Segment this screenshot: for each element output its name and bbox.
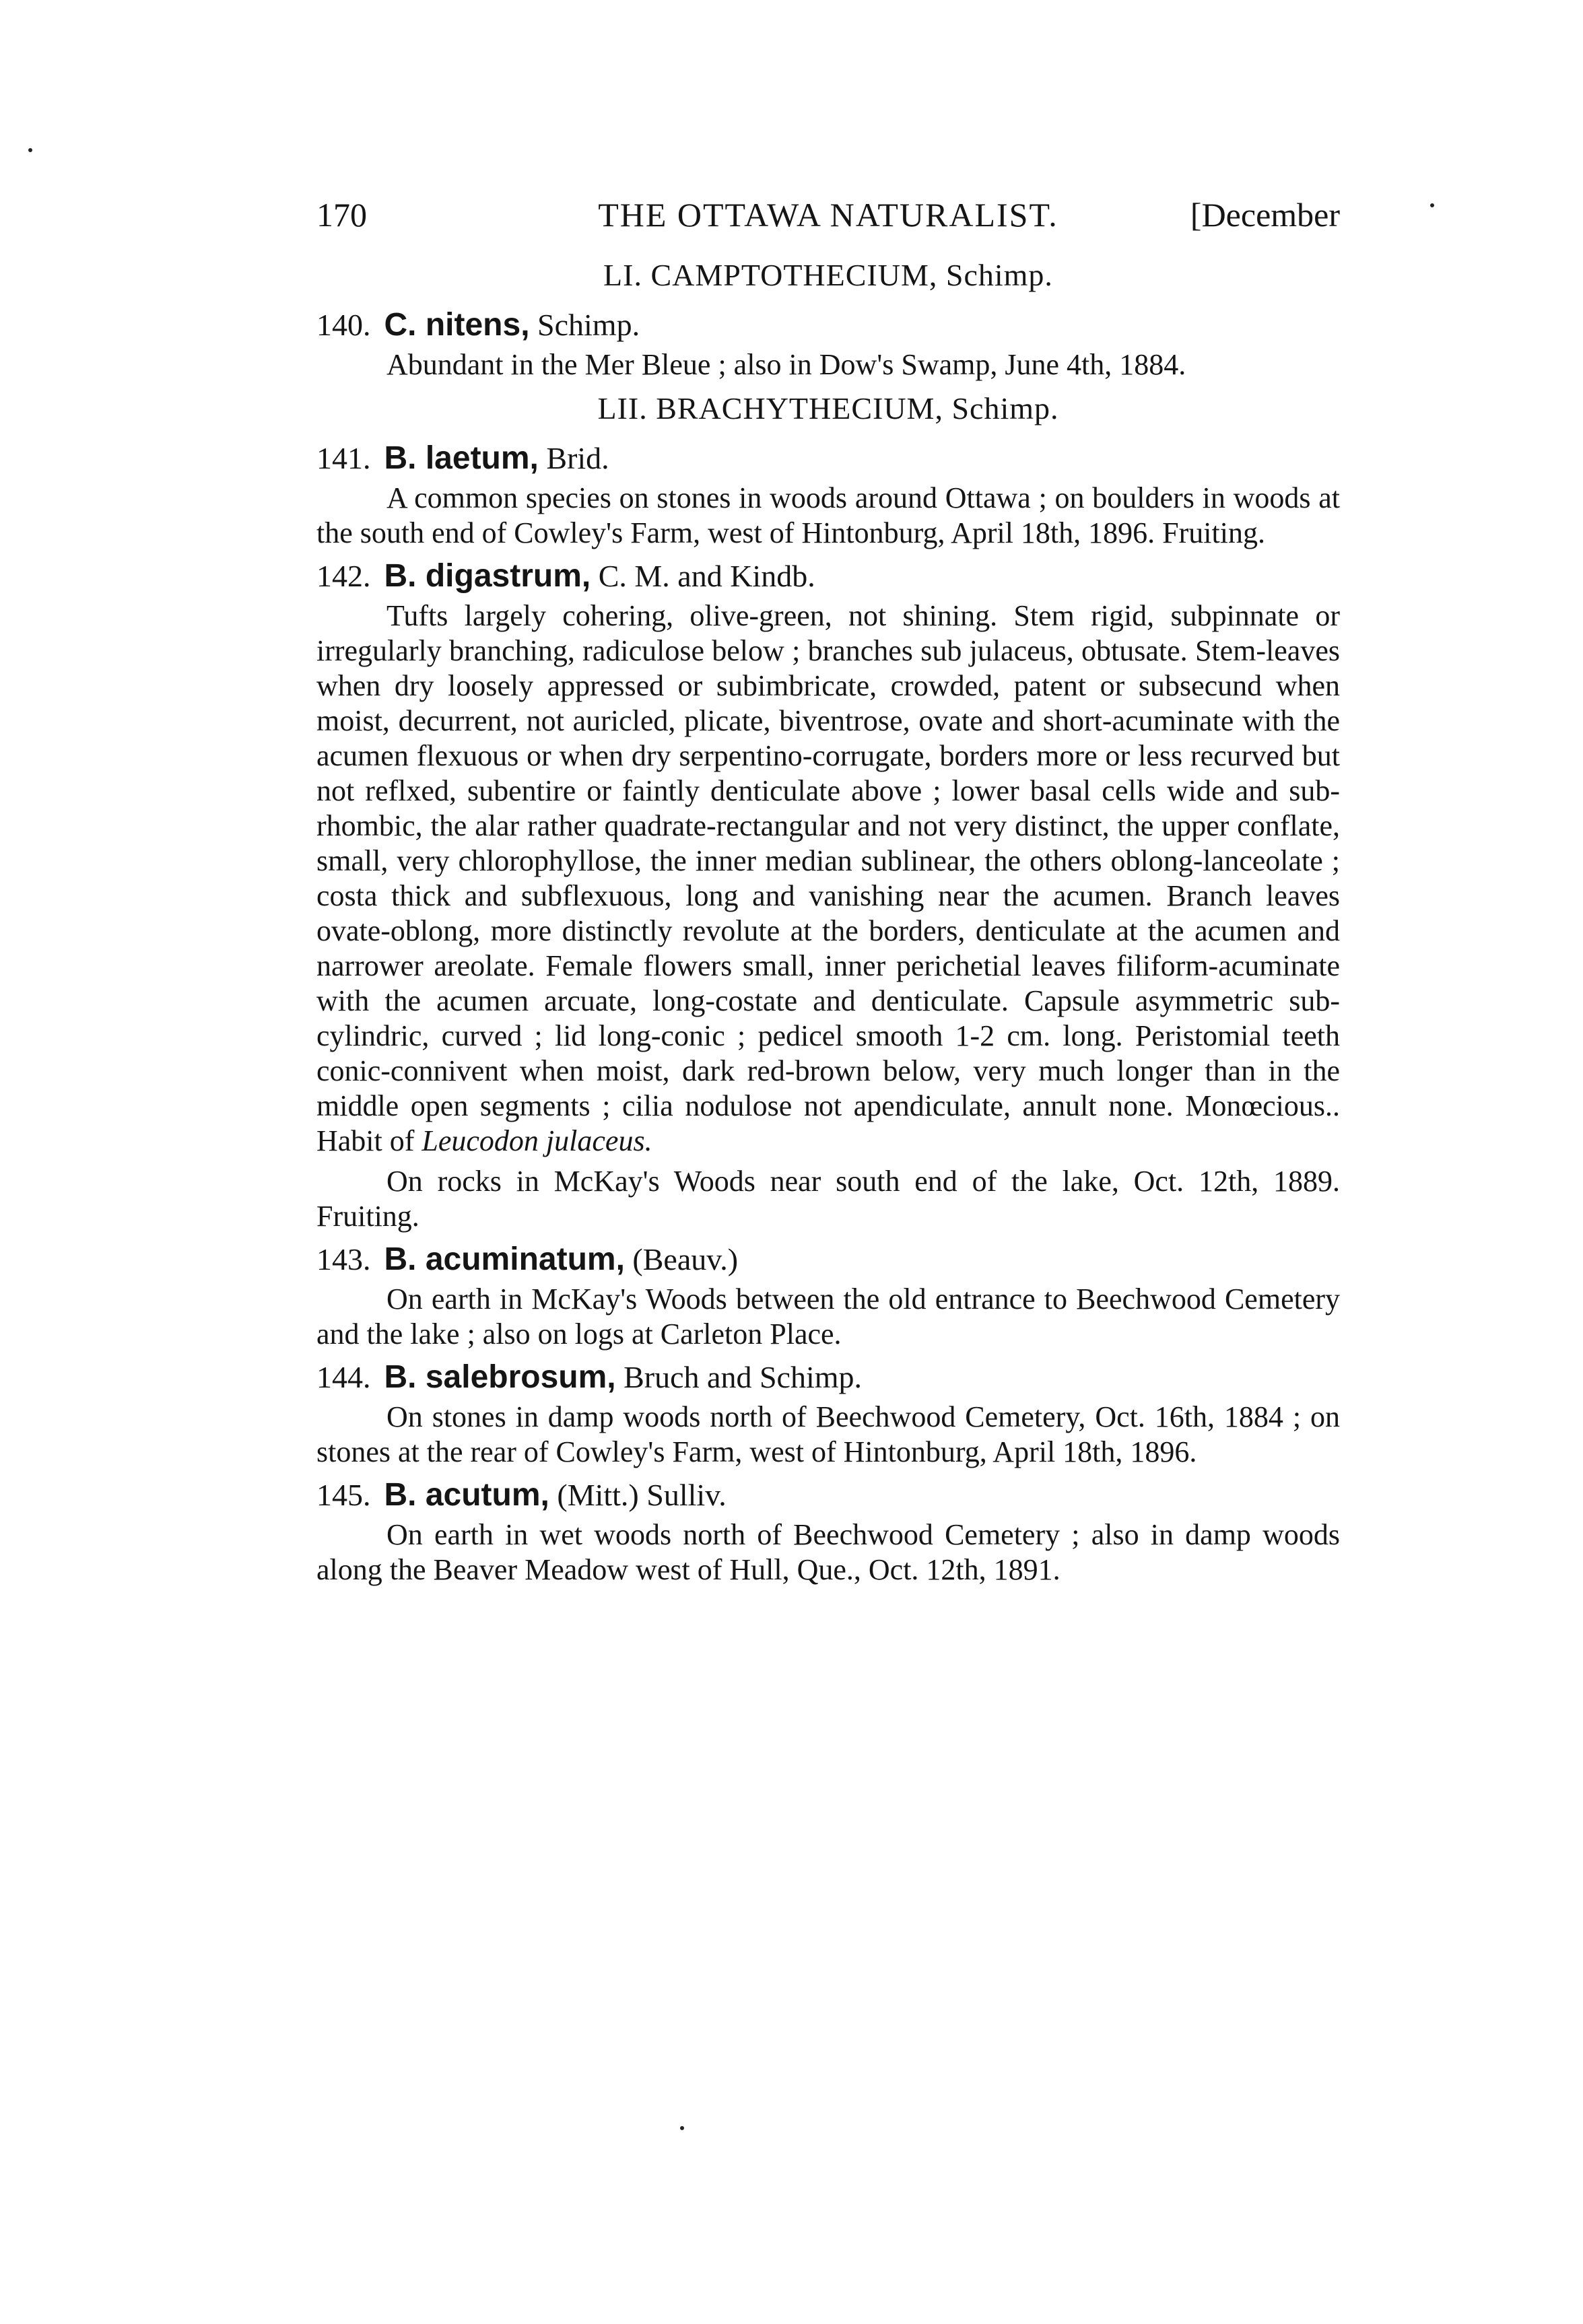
species-heading <box>316 557 1340 594</box>
species-number: 140. <box>316 308 371 342</box>
species-description: Abundant in the Mer Bleue ; also in Dow's Swamp, June 4th, 1884. <box>386 348 1186 381</box>
species-locality: On rocks in McKay's Woods near south end of the lake, Oct. 12th, 1889. Fruiting. <box>316 1165 1340 1233</box>
species-number: 141. <box>316 441 371 475</box>
species-name: C. nitens, <box>384 307 530 343</box>
species-authority: Brid. <box>546 441 609 475</box>
species-heading <box>316 306 1340 343</box>
species-name: B. acuminatum, <box>384 1241 625 1277</box>
species-authority: Schimp. <box>537 308 640 342</box>
species-authority: Bruch and Schimp. <box>624 1360 863 1394</box>
species-name: B. laetum, <box>384 440 539 476</box>
document-page <box>316 195 1340 1593</box>
scan-speck <box>1430 203 1434 207</box>
description-text: Tufts largely cohering, olive-green, not shining. Stem rigid, subpinnate or irregularly branching, radiculose below ; branches sub julaceus, obtusate. Stem-leaves when dry loosely appressed or subimbricate, crowded, patent or subsecund when moist, decurrent, not auricled, plicate, biventrose, ovate and short-acuminate with the acumen flexuous or when dry serpentino-corrugate, borders more or less recurved but not reflxed, subentire or faintly denticulate above ; lower basal cells wide and sub-rhombic, the alar rather quadrate-rectangular and not very distinct, the upper conflate, small, very chlorophyllose, the inner median sublinear, the others oblong-lanceolate ; costa thick and subflexuous, long and vanishing near the acumen. Branch leaves ovate-oblong, more distinctly revolute at the borders, denticulate at the acumen and narrower areolate. Female flowers small, inner perichetial leaves filiform-acuminate with the acumen arcuate, long-costate and denticulate. Capsule asymmetric sub-cylindric, curved ; lid long-conic ; pedicel smooth 1-2 cm. long. Peristomial teeth conic-connivent when moist, dark red-brown below, very much longer than in the middle open segments ; cilia nodulose not apendiculate, annult none. Monœcious.. Habit of <box>316 599 1340 1157</box>
species-number: 144. <box>316 1360 371 1394</box>
species-description <box>316 599 1340 1159</box>
species-name: B. digastrum, <box>384 558 591 594</box>
page-number: 170 <box>316 196 367 234</box>
species-number: 145. <box>316 1478 371 1512</box>
species-heading <box>316 440 1340 477</box>
species-number: 143. <box>316 1242 371 1276</box>
journal-title: THE OTTAWA NATURALIST. <box>598 196 1058 234</box>
genus-heading: LII. BRACHYTHECIUM, Schimp. <box>597 391 1059 425</box>
scan-speck <box>28 148 32 152</box>
species-heading <box>316 1241 1340 1278</box>
issue-month: [December <box>1190 196 1340 234</box>
running-header <box>316 195 1340 249</box>
species-heading <box>316 1359 1340 1396</box>
scan-speck <box>680 2126 684 2130</box>
species-heading <box>316 1476 1340 1513</box>
species-authority: (Mitt.) Sulliv. <box>557 1478 727 1512</box>
species-description: On stones in damp woods north of Beechwood Cemetery, Oct. 16th, 1884 ; on stones at the rear of Cowley's Farm, west of Hintonburg, April 18th, 1896. <box>316 1400 1340 1468</box>
species-authority: C. M. and Kindb. <box>598 559 815 593</box>
species-name: B. acutum, <box>384 1477 549 1513</box>
species-description: On earth in McKay's Woods between the old entrance to Beechwood Cemetery and the lake ; also on logs at Carleton Place. <box>316 1283 1340 1351</box>
genus-heading: LI. CAMPTOTHECIUM, Schimp. <box>603 258 1053 292</box>
species-description: A common species on stones in woods around Ottawa ; on boulders in woods at the south end of Cowley's Farm, west of Hintonburg, April 18th, 1896. Fruiting. <box>316 481 1340 549</box>
species-description: On earth in wet woods north of Beechwood Cemetery ; also in damp woods along the Beaver Meadow west of Hull, Que., Oct. 12th, 1891. <box>316 1518 1340 1586</box>
species-authority: (Beauv.) <box>632 1242 739 1276</box>
species-number: 142. <box>316 559 371 593</box>
species-name: B. salebrosum, <box>384 1359 616 1395</box>
habit-reference: Leucodon julaceus. <box>422 1124 652 1157</box>
